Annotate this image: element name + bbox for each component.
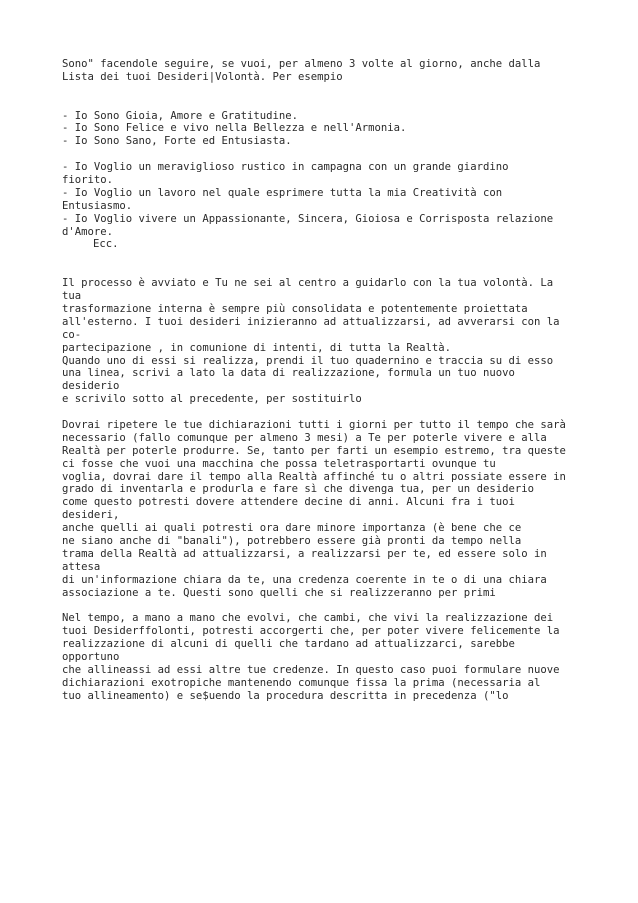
text-line: realizzazione di alcuni di quelli che tardano ad attualizzarci, sarebbe xyxy=(62,638,515,651)
text-line: che allineassi ad essi altre tue credenze. In questo caso puoi formulare nuove xyxy=(62,663,560,676)
list-item: - Io Sono Felice e vivo nella Bellezza e nell'Armonia. xyxy=(62,122,407,135)
text-line: Sono" facendole seguire, se vuoi, per almeno 3 volte al giorno, anche dalla xyxy=(62,58,541,70)
text-line: d'Amore. xyxy=(62,225,114,238)
text-line: grado di inventarla e produrla e fare sì che divenga tua, per un desiderio xyxy=(62,483,534,496)
text-line: come questo potresti dovere attendere decine di anni. Alcuni fra i tuoi xyxy=(62,496,515,509)
text-line: Realtà per poterle produrre. Se, tanto per farti un esempio estremo, tra queste xyxy=(62,444,566,457)
text-line: co- xyxy=(62,328,82,341)
text-line: Nel tempo, a mano a mano che evolvi, che cambi, che vivi la realizzazione dei xyxy=(62,612,554,625)
text-line: Quando uno di essi si realizza, prendi il tuo quadernino e traccia su di esso xyxy=(62,354,554,367)
text-line: desideri, xyxy=(62,509,120,522)
paragraph-io-sono-list xyxy=(62,110,582,149)
text-line: tua xyxy=(62,290,82,303)
text-line: di un'informazione chiara da te, una credenza coerente in te o di una chiara xyxy=(62,573,547,586)
list-item: - Io Sono Gioia, Amore e Gratitudine. xyxy=(62,109,298,122)
text-line: partecipazione , in comunione di intenti, di tutta la Realtà. xyxy=(62,341,452,354)
text-line: tuoi Desiderffolonti, potresti accorgerti che, per poter vivere felicemente la xyxy=(62,625,560,638)
list-item: - Io Voglio un meraviglioso rustico in campagna con un grande giardino xyxy=(62,161,509,174)
list-item: - Io Sono Sano, Forte ed Entusiasta. xyxy=(62,135,292,148)
paragraph-nel-tempo xyxy=(62,612,582,702)
text-line: opportuno xyxy=(62,651,120,663)
text-line: all'esterno. I tuoi desideri inizieranno ad attualizzarsi, ad avverarsi con la xyxy=(62,315,560,328)
text-line: desiderio xyxy=(62,380,120,393)
text-line: dichiarazioni exotropiche mantenendo comunque fissa la prima (necessaria al xyxy=(62,676,541,689)
text-line: e scrivilo sotto al precedente, per sostituirlo xyxy=(62,393,362,406)
paragraph-io-voglio-list xyxy=(62,161,582,251)
text-line: ci fosse che vuoi una macchina che possa teletrasportarti ovunque tu xyxy=(62,457,496,470)
paragraph-intro xyxy=(62,58,582,84)
text-line: Lista dei tuoi Desideri|Volontà. Per esempio xyxy=(62,70,343,83)
text-line: trama della Realtà ad attualizzarsi, a realizzarsi per te, ed essere solo in xyxy=(62,547,547,560)
paragraph-ripetere xyxy=(62,419,582,599)
text-line: necessario (fallo comunque per almeno 3 mesi) a Te per poterle vivere e alla xyxy=(62,431,547,444)
text-line: Ecc. xyxy=(93,238,119,251)
text-line: ne siano anche di "banali"), potrebbero essere già pronti da tempo nella xyxy=(62,534,522,547)
list-item: - Io Voglio vivere un Appassionante, Sincera, Gioiosa e Corrisposta relazione xyxy=(62,212,554,225)
text-line: fiorito. xyxy=(62,174,114,187)
text-line: anche quelli ai quali potresti ora dare minore importanza (è bene che ce xyxy=(62,522,522,535)
text-line: voglia, dovrai dare il tempo alla Realtà affinché tu o altri possiate essere in xyxy=(62,470,566,483)
text-line: trasformazione interna è sempre più consolidata e potentemente proiettata xyxy=(62,302,528,315)
text-line: Il processo è avviato e Tu ne sei al centro a guidarlo con la tua volontà. La xyxy=(62,277,554,290)
text-line: una linea, scrivi a lato la data di realizzazione, formula un tuo nuovo xyxy=(62,367,515,380)
text-line: attesa xyxy=(62,560,101,573)
text-line: associazione a te. Questi sono quelli che si realizzeranno per primi xyxy=(62,586,496,599)
text-line: Dovrai ripetere le tue dichiarazioni tutti i giorni per tutto il tempo che sarà xyxy=(62,418,566,431)
text-line: tuo allineamento) e se$uendo la procedura descritta in precedenza ("lo xyxy=(62,689,509,702)
paragraph-processo xyxy=(62,277,582,406)
document-body xyxy=(62,58,582,715)
list-item: - Io Voglio un lavoro nel quale esprimere tutta la mia Creatività con xyxy=(62,186,503,199)
text-line: Entusiasmo. xyxy=(62,199,133,212)
